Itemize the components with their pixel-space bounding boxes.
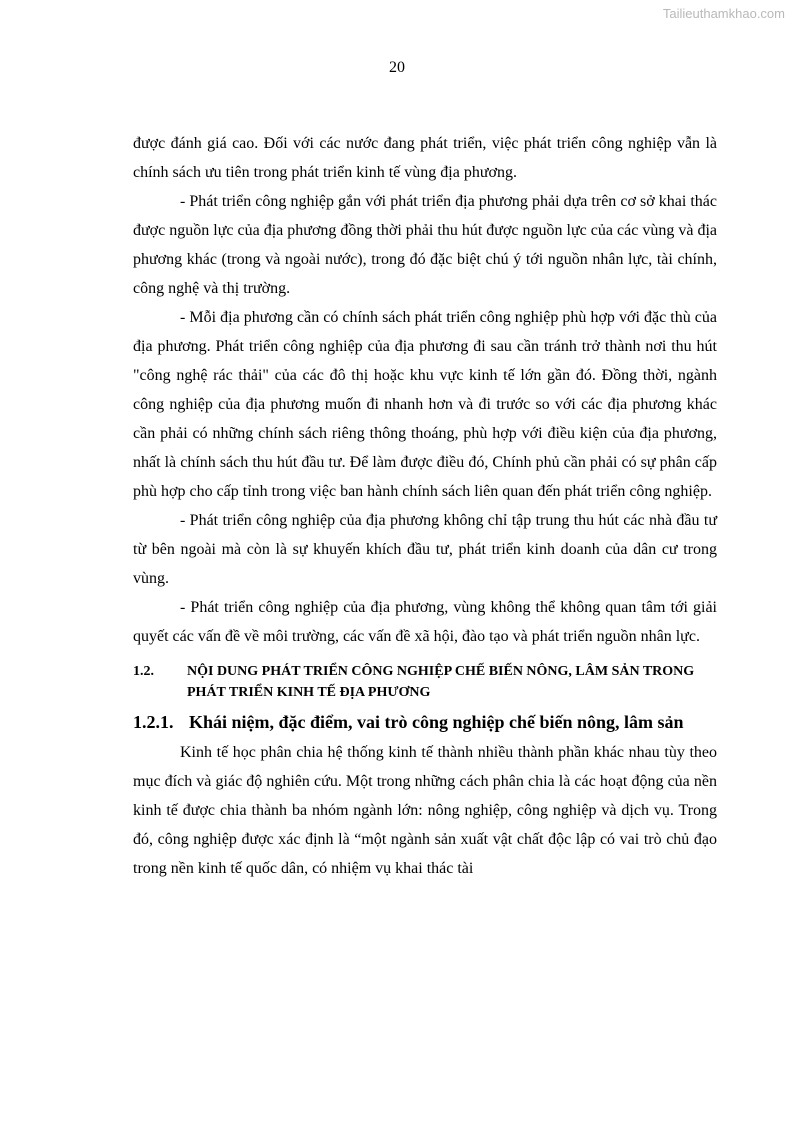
- page-number: 20: [389, 59, 405, 76]
- section-title: NỘI DUNG PHÁT TRIỂN CÔNG NGHIỆP CHẾ BIẾN NÔNG, LÂM SẢN TRONG PHÁT TRIỂN KINH TẾ ĐỊA PHƯƠNG: [187, 664, 695, 700]
- section-number: 1.2.: [133, 664, 154, 679]
- paragraph-bullet-policy: - Mỗi địa phương cần có chính sách phát triển công nghiệp phù hợp với đặc thù của địa phương. Phát triển công nghiệp của địa phương đi sau cần tránh trở thành nơi thu hút "công nghệ rác thải" của các đô thị hoặc khu vực kinh tế lớn gần đó. Đồng thời, ngành công nghiệp của địa phương muốn đi nhanh hơn và đi trước so với các địa phương khác cần phải có những chính sách riêng thông thoáng, phù hợp với điều kiện của địa phương, nhất là chính sách thu hút đầu tư. Để làm được điều đó, Chính phủ cần phải có sự phân cấp phù hợp cho cấp tỉnh trong việc ban hành chính sách liên quan đến phát triển công nghiệp.: [133, 309, 717, 500]
- subsection-heading: [133, 709, 717, 736]
- paragraph-body-final: Kinh tế học phân chia hệ thống kinh tế thành nhiều thành phần khác nhau tùy theo mục đích và giác độ nghiên cứu. Một trong những cách phân chia là các hoạt động của nền kinh tế được chia thành ba nhóm ngành lớn: nông nghiệp, công nghiệp và dịch vụ. Trong đó, công nghiệp được xác định là “một ngành sản xuất vật chất độc lập có vai trò chủ đạo trong nền kinh tế quốc dân, có nhiệm vụ khai thác tài: [133, 744, 717, 877]
- paragraph-bullet-environment: - Phát triển công nghiệp của địa phương, vùng không thể không quan tâm tới giải quyết các vấn đề về môi trường, các vấn đề xã hội, đào tạo và phát triển nguồn nhân lực.: [133, 599, 717, 645]
- subsection-number: 1.2.1.: [133, 712, 174, 732]
- watermark: Tailieuthamkhao.com: [662, 6, 785, 21]
- document-body: [133, 129, 717, 883]
- paragraph-bullet-resources: - Phát triển công nghiệp gắn với phát triển địa phương phải dựa trên cơ sở khai thác được nguồn lực của địa phương đồng thời phải thu hút được nguồn lực của các vùng và địa phương khác (trong và ngoài nước), trong đó đặc biệt chú ý tới nguồn nhân lực, tài chính, công nghệ và thị trường.: [133, 193, 717, 297]
- section-heading: [133, 661, 717, 703]
- subsection-title: Khái niệm, đặc điểm, vai trò công nghiệp chế biến nông, lâm sản: [189, 712, 684, 732]
- paragraph-continuation: được đánh giá cao. Đối với các nước đang phát triển, việc phát triển công nghiệp vẫn là chính sách ưu tiên trong phát triển kinh tế vùng địa phương.: [133, 135, 717, 181]
- paragraph-bullet-investment: - Phát triển công nghiệp của địa phương không chỉ tập trung thu hút các nhà đầu tư từ bên ngoài mà còn là sự khuyến khích đầu tư, phát triển kinh doanh của dân cư trong vùng.: [133, 512, 717, 587]
